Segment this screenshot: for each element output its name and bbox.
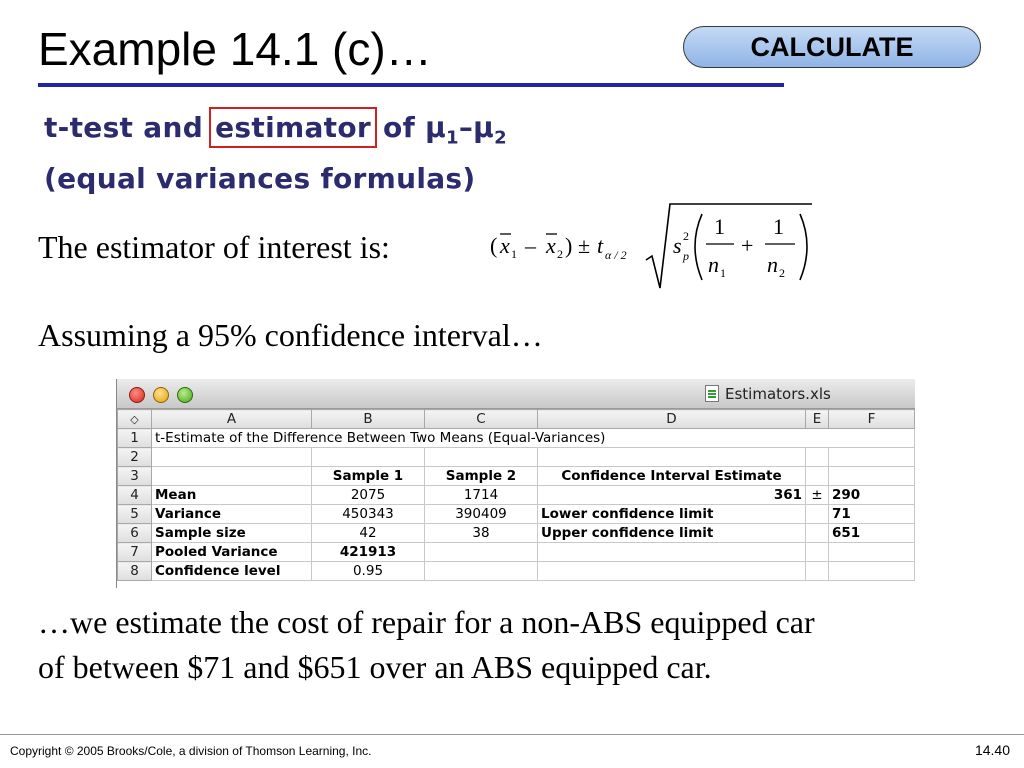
cell-e4[interactable]: ± [806, 486, 829, 505]
cell-c8[interactable] [425, 562, 538, 581]
row-header-4[interactable]: 4 [118, 486, 152, 505]
cell-d8[interactable] [538, 562, 806, 581]
column-header-c[interactable]: C [425, 410, 538, 429]
cell-f6[interactable]: 651 [829, 524, 915, 543]
column-header-e[interactable]: E [806, 410, 829, 429]
formula-one-a: 1 [714, 214, 725, 239]
cell-b7[interactable]: 421913 [312, 543, 425, 562]
minimize-window-icon[interactable] [153, 387, 169, 403]
formula-x2: x [546, 233, 556, 258]
column-header-f[interactable]: F [829, 410, 915, 429]
cell-f8[interactable] [829, 562, 915, 581]
table-row [118, 467, 915, 486]
cell-e7[interactable] [806, 543, 829, 562]
formula-one-b: 1 [773, 214, 784, 239]
formula-plus: + [741, 233, 754, 258]
formula-big-close-paren [800, 214, 807, 280]
cell-b4[interactable]: 2075 [312, 486, 425, 505]
cell-b2[interactable] [312, 448, 425, 467]
table-row [118, 505, 915, 524]
select-all-corner[interactable]: ◇ [118, 410, 152, 429]
cell-f4[interactable]: 290 [829, 486, 915, 505]
cell-e2[interactable] [806, 448, 829, 467]
formula-t-sub: α / 2 [605, 248, 627, 262]
window-filename: Estimators.xls [725, 385, 831, 403]
row-header-6[interactable]: 6 [118, 524, 152, 543]
conclusion-line-1: …we estimate the cost of repair for a non-ABS equipped car [38, 604, 815, 640]
row-header-2[interactable]: 2 [118, 448, 152, 467]
formula-s-sub: p [683, 249, 689, 263]
table-row [118, 562, 915, 581]
row-header-8[interactable]: 8 [118, 562, 152, 581]
subheading-text-a: t-test and [44, 111, 204, 144]
conclusion-line-2: of between $71 and $651 over an ABS equipped car. [38, 649, 712, 685]
page-number: 14.40 [974, 742, 1010, 758]
cell-a3[interactable] [152, 467, 312, 486]
cell-a2[interactable] [152, 448, 312, 467]
cell-c5[interactable]: 390409 [425, 505, 538, 524]
table-row [118, 524, 915, 543]
cell-c3[interactable]: Sample 2 [425, 467, 538, 486]
cell-c4[interactable]: 1714 [425, 486, 538, 505]
formula-n1: n [708, 252, 719, 277]
cell-a4[interactable]: Mean [152, 486, 312, 505]
slide-title: Example 14.1 (c)… [38, 23, 432, 75]
cell-c2[interactable] [425, 448, 538, 467]
mu-subscript-2: 2 [494, 127, 507, 149]
cell-d7[interactable] [538, 543, 806, 562]
footer-divider [0, 734, 1024, 735]
spreadsheet-file-icon [705, 385, 719, 402]
table-row [118, 429, 915, 448]
cell-e5[interactable] [806, 505, 829, 524]
formula-x1: x [500, 233, 510, 258]
cell-d4[interactable]: 361 [538, 486, 806, 505]
subheading-text-b: of μ [383, 111, 447, 144]
cell-c7[interactable] [425, 543, 538, 562]
conclusion-text [38, 600, 815, 690]
row-header-1[interactable]: 1 [118, 429, 152, 448]
cell-d6[interactable]: Upper confidence limit [538, 524, 806, 543]
cell-b6[interactable]: 42 [312, 524, 425, 543]
close-window-icon[interactable] [129, 387, 145, 403]
column-header-b[interactable]: B [312, 410, 425, 429]
cell-b3[interactable]: Sample 1 [312, 467, 425, 486]
row-header-3[interactable]: 3 [118, 467, 152, 486]
subheading-line-2: (equal variances formulas) [44, 161, 476, 195]
cell-d3[interactable]: Confidence Interval Estimate [538, 467, 806, 486]
calculate-button[interactable]: CALCULATE [683, 26, 981, 68]
formula-n1-sub: 1 [720, 266, 726, 280]
formula-close-paren: ) [565, 233, 573, 258]
cell-f7[interactable] [829, 543, 915, 562]
cell-d2[interactable] [538, 448, 806, 467]
window-titlebar [117, 379, 915, 409]
formula-minus: – [525, 233, 536, 258]
column-header-d[interactable]: D [538, 410, 806, 429]
cell-c6[interactable]: 38 [425, 524, 538, 543]
cell-f5[interactable]: 71 [829, 505, 915, 524]
table-row [118, 543, 915, 562]
formula-plus-minus: ± [578, 233, 591, 258]
cell-e3[interactable] [806, 467, 829, 486]
zoom-window-icon[interactable] [177, 387, 193, 403]
row-header-7[interactable]: 7 [118, 543, 152, 562]
column-header-row [118, 410, 915, 429]
cell-a8[interactable]: Confidence level [152, 562, 312, 581]
cell-a6[interactable]: Sample size [152, 524, 312, 543]
mu-subscript-1: 1 [446, 127, 459, 149]
cell-f2[interactable] [829, 448, 915, 467]
cell-a5[interactable]: Variance [152, 505, 312, 524]
cell-a1[interactable]: t-Estimate of the Difference Between Two Means (Equal-Variances) [152, 429, 915, 448]
copyright-notice: Copyright © 2005 Brooks/Cole, a division of Thomson Learning, Inc. [10, 744, 372, 758]
formula-n2: n [767, 252, 778, 277]
formula-t: t [597, 233, 604, 258]
spreadsheet-grid [117, 409, 915, 581]
row-header-5[interactable]: 5 [118, 505, 152, 524]
subheading [44, 108, 507, 199]
cell-b5[interactable]: 450343 [312, 505, 425, 524]
formula-open-paren: ( [490, 233, 498, 258]
cell-f3[interactable] [829, 467, 915, 486]
estimator-formula [490, 200, 820, 292]
formula-n2-sub: 2 [779, 266, 785, 280]
formula-sqrt-sign [646, 204, 812, 288]
cell-b8[interactable]: 0.95 [312, 562, 425, 581]
subheading-text-mid: –μ [458, 111, 495, 144]
spreadsheet-window [116, 379, 915, 588]
cell-d5[interactable]: Lower confidence limit [538, 505, 806, 524]
cell-a7[interactable]: Pooled Variance [152, 543, 312, 562]
formula-s: s [673, 233, 682, 258]
table-row [118, 448, 915, 467]
cell-e6[interactable] [806, 524, 829, 543]
formula-big-open-paren [695, 214, 702, 280]
table-row [118, 486, 915, 505]
cell-e8[interactable] [806, 562, 829, 581]
formula-x1-sub: 1 [511, 247, 517, 261]
title-underline [38, 83, 784, 87]
confidence-text: Assuming a 95% confidence interval… [38, 317, 543, 353]
column-header-a[interactable]: A [152, 410, 312, 429]
highlighted-estimator: estimator [215, 111, 371, 144]
formula-x2-sub: 2 [557, 247, 563, 261]
formula-s-sup: 2 [683, 229, 689, 243]
subheading-line-1 [44, 108, 507, 159]
estimator-text: The estimator of interest is: [38, 229, 390, 265]
